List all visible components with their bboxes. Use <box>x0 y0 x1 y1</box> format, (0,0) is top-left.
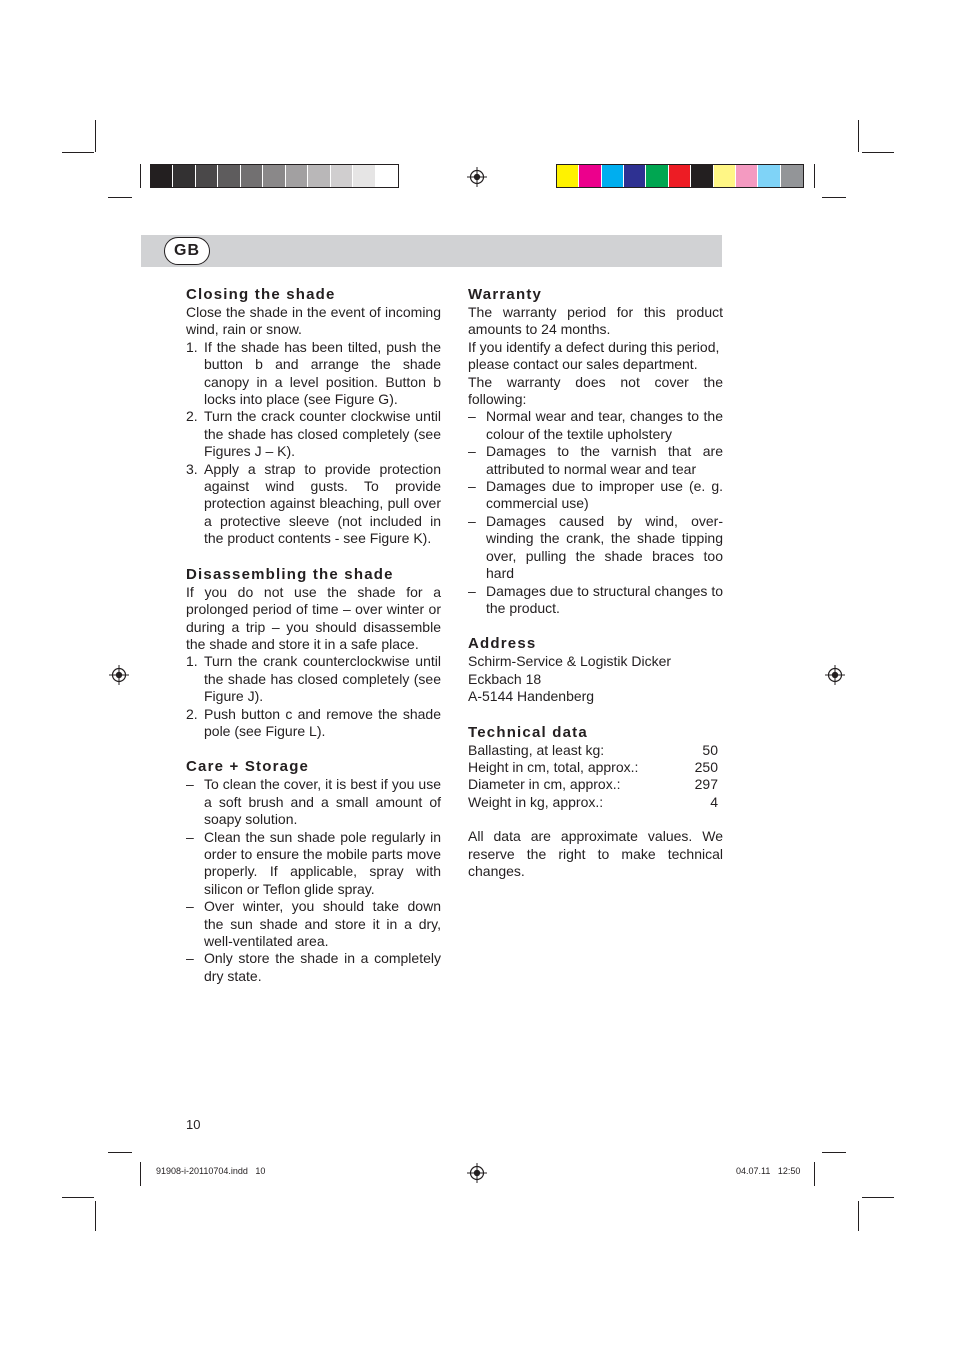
list-dash: – <box>468 478 476 495</box>
registration-mark-icon <box>109 665 129 685</box>
list-dash: – <box>468 408 476 425</box>
list-item <box>186 706 441 741</box>
row-value: 50 <box>702 741 718 758</box>
list-dash: – <box>186 828 194 845</box>
warranty-section <box>468 285 723 617</box>
registration-mark-icon <box>825 665 845 685</box>
section-heading: Warranty <box>468 286 543 303</box>
closing-section <box>186 285 441 548</box>
list-text: Turn the crack counter clockwise until the shade has closed completely (see Figures J – K). <box>204 408 441 460</box>
color-swatch <box>714 165 736 187</box>
list-dash: – <box>468 443 476 460</box>
color-swatch <box>286 165 308 187</box>
crop-mark <box>62 152 94 153</box>
color-swatch <box>579 165 601 187</box>
row-value: 297 <box>694 776 718 793</box>
list-item <box>468 443 723 478</box>
section-heading: Care + Storage <box>186 758 310 776</box>
table-row <box>468 794 718 811</box>
address-line: Schirm-Service & Logistik Dicker <box>468 653 672 670</box>
list-number: 3. <box>186 460 198 477</box>
left-column <box>186 285 441 1002</box>
row-value: 250 <box>694 758 718 775</box>
right-column <box>468 285 723 897</box>
crop-mark <box>814 1162 815 1186</box>
crop-mark <box>108 1152 132 1153</box>
color-swatch <box>646 165 668 187</box>
list-text: To clean the cover, it is best if you use a soft brush and a small amount of soapy solution. <box>204 776 441 828</box>
care-section <box>186 757 441 985</box>
list-number: 2. <box>186 408 198 425</box>
list-text: Over winter, you should take down the sun shade and store it in a dry, well-ventilated area. <box>204 898 441 949</box>
registration-mark-icon <box>467 167 487 187</box>
list-text: Damages to the varnish that are attributed to normal wear and tear <box>486 443 723 477</box>
list-number: 1. <box>186 653 198 670</box>
crop-mark <box>62 1197 94 1198</box>
crop-mark <box>862 1197 894 1198</box>
color-swatch <box>758 165 780 187</box>
list-item <box>186 898 441 950</box>
color-swatch <box>173 165 195 187</box>
crop-mark <box>95 120 96 152</box>
section-heading: Address <box>468 635 537 653</box>
list-dash: – <box>186 898 194 915</box>
list-item <box>186 339 441 409</box>
list-text: Push button c and remove the shade pole (see Figure L). <box>204 705 441 739</box>
list-text: Only store the shade in a completely dry state. <box>204 950 441 984</box>
paragraph: Close the shade in the event of incoming wind, rain or snow. <box>186 304 441 338</box>
technical-section <box>468 723 723 881</box>
list-item <box>186 653 441 705</box>
list-number: 2. <box>186 705 198 722</box>
list-item <box>186 461 441 548</box>
list-text: Damages due to structural changes to the product. <box>486 582 723 616</box>
color-swatch <box>218 165 240 187</box>
row-label: Ballasting, at least kg: <box>468 741 605 758</box>
section-heading: Technical data <box>468 723 588 741</box>
list-item <box>468 583 723 618</box>
list-item <box>468 408 723 443</box>
crop-mark <box>95 1201 96 1231</box>
crop-mark <box>862 152 894 153</box>
row-label: Height in cm, total, approx.: <box>468 758 639 775</box>
color-swatch <box>781 165 803 187</box>
row-label: Weight in kg, approx.: <box>468 793 604 810</box>
paragraph: If you identify a defect during this period, please contact our sales department. <box>468 338 720 373</box>
crop-mark <box>858 1201 859 1231</box>
crop-mark <box>140 164 141 188</box>
print-date: 04.07.11 12:50 <box>736 1166 801 1176</box>
crop-mark <box>814 164 815 188</box>
list-dash: – <box>468 582 476 599</box>
list-text: Damages due to improper use (e. g. commercial use) <box>486 478 723 512</box>
table-row <box>468 776 718 793</box>
paragraph: If you do not use the shade for a prolonged period of time – over winter or during a trip – you should disassemble the shade and store it in a safe place. <box>186 583 441 652</box>
color-swatch <box>602 165 624 187</box>
color-swatch <box>196 165 218 187</box>
list-text: Turn the crank counterclockwise until the shade has closed completely (see Figure J). <box>204 653 441 705</box>
paragraph: The warranty period for this product amounts to 24 months. <box>468 304 723 338</box>
row-value: 4 <box>710 793 718 810</box>
color-swatch <box>376 165 398 187</box>
list-dash: – <box>186 776 194 793</box>
address-section <box>468 634 723 705</box>
grayscale-color-bar <box>150 164 399 188</box>
crop-mark <box>108 197 132 198</box>
file-slug: 91908-i-20110704.indd 10 <box>156 1166 266 1176</box>
list-text: Clean the sun shade pole regularly in order to ensure the mobile parts move properly. If applicable, spray with silicon or Teflon glide spray. <box>204 828 441 897</box>
color-swatch <box>557 165 579 187</box>
color-swatch <box>624 165 646 187</box>
address-line: A-5144 Handenberg <box>468 688 595 705</box>
list-item <box>186 950 441 985</box>
language-badge: GB <box>164 237 210 265</box>
row-label: Diameter in cm, approx.: <box>468 776 621 793</box>
list-item <box>186 829 441 899</box>
crop-mark <box>822 1152 846 1153</box>
list-dash: – <box>186 950 194 967</box>
table-row <box>468 742 718 759</box>
header-band <box>141 235 722 267</box>
process-color-bar <box>556 164 804 188</box>
table-row <box>468 759 718 776</box>
color-swatch <box>308 165 330 187</box>
list-text: Apply a strap to provide protection against wind gusts. To provide protection against bleaching, pull over a protective sleeve (not included in the product contents - see Figure K). <box>204 460 441 547</box>
section-heading: Closing the shade <box>186 286 336 303</box>
color-swatch <box>331 165 353 187</box>
color-swatch <box>669 165 691 187</box>
address-line: Eckbach 18 <box>468 670 542 687</box>
list-text: Normal wear and tear, changes to the colour of the textile upholstery <box>486 408 723 442</box>
crop-mark <box>822 197 846 198</box>
color-swatch <box>353 165 375 187</box>
list-item <box>186 408 441 460</box>
crop-mark <box>140 1162 141 1186</box>
color-swatch <box>263 165 285 187</box>
list-item <box>186 776 441 828</box>
color-swatch <box>736 165 758 187</box>
list-text: If the shade has been tilted, push the button b and arrange the shade canopy in a level position. Button b locks into place (see Figure G). <box>204 338 441 408</box>
color-swatch <box>691 165 713 187</box>
list-item <box>468 513 723 583</box>
paragraph: The warranty does not cover the following: <box>468 373 723 408</box>
list-item <box>468 478 723 513</box>
disassembling-section <box>186 565 441 741</box>
technical-note: All data are approximate values. We reserve the right to make technical changes. <box>468 828 723 879</box>
list-text: Damages caused by wind, over-winding the crank, the shade tipping over, pulling the shade braces too hard <box>486 512 723 582</box>
page-number: 10 <box>186 1117 201 1132</box>
technical-table <box>468 742 718 812</box>
color-swatch <box>151 165 173 187</box>
registration-mark-icon <box>467 1163 487 1183</box>
list-dash: – <box>468 512 476 529</box>
list-number: 1. <box>186 338 198 355</box>
section-heading: Disassembling the shade <box>186 565 394 583</box>
crop-mark <box>858 120 859 152</box>
color-swatch <box>241 165 263 187</box>
